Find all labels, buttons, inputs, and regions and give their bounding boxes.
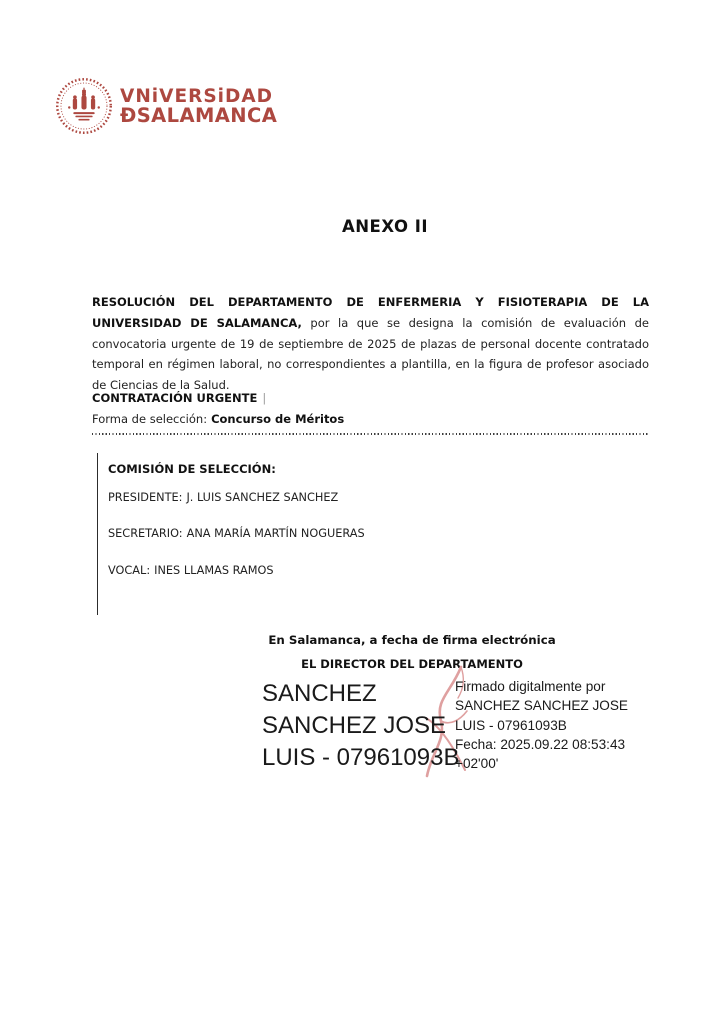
contract-type-separator: | (262, 391, 267, 405)
signer-title: EL DIRECTOR DEL DEPARTAMENTO (301, 657, 523, 671)
university-logo (55, 77, 277, 135)
wordmark-line-2: ÐSALAMANCA (120, 104, 278, 127)
committee-block (97, 453, 517, 615)
signer-name-line: SANCHEZ (262, 680, 377, 707)
stamp-line: Fecha: 2025.09.22 08:53:43 (455, 736, 626, 752)
dotted-separator (92, 433, 649, 435)
committee-member-vocal (108, 564, 274, 577)
resolution-paragraph (92, 292, 649, 396)
university-wordmark (120, 87, 277, 125)
resolution-bold-lead: RESOLUCIÓN DEL DEPARTAMENTO DE ENFERMERIA Y FISIOTERAPIA DE LA UNIVERSIDAD DE SALAMANCA, (92, 295, 649, 330)
stamp-line: LUIS - 07961093B (455, 717, 567, 733)
committee-member-secretario (108, 527, 365, 540)
committee-heading: COMISIÓN DE SELECCIÓN: (108, 462, 276, 476)
digital-signature-name (262, 678, 459, 774)
stamp-line: SANCHEZ SANCHEZ JOSE (455, 698, 628, 714)
selection-method-value: Concurso de Méritos (211, 412, 345, 426)
wordmark-line-1: VNiVERSiDAD (120, 86, 274, 107)
signature-place-line: En Salamanca, a fecha de firma electrónica (268, 633, 556, 647)
contract-type-label: CONTRATACIÓN URGENTE (92, 391, 258, 405)
member-role: SECRETARIO: (108, 527, 183, 540)
resolution-body-text: por la que se designa la comisión de evaluación de convocatoria urgente de 19 de septiembre de 2025 de plazas de personal docente contratado temporal en régimen laboral, no correspondientes a plantilla, en la figura de profesor asociado de Ciencias de la Salud. (92, 315, 649, 393)
contract-type-line (92, 391, 266, 405)
university-crest-icon (55, 77, 113, 135)
stamp-line: Firmado digitalmente por (455, 679, 606, 694)
selection-method-label: Forma de selección: (92, 412, 208, 426)
selection-method-line (92, 412, 344, 426)
signer-name-line: SANCHEZ JOSE (262, 712, 447, 739)
document-title: ANEXO II (341, 217, 429, 236)
committee-member-presidente (108, 491, 338, 504)
signer-name-line: LUIS - 07961093B (262, 744, 460, 771)
member-role: PRESIDENTE: (108, 491, 183, 504)
member-name: ANA MARÍA MARTÍN NOGUERAS (186, 527, 365, 540)
digital-stamp-details (455, 677, 685, 773)
member-role: VOCAL: (108, 564, 151, 577)
stamp-line: +02'00' (455, 756, 499, 772)
member-name: INES LLAMAS RAMOS (154, 564, 274, 577)
member-name: J. LUIS SANCHEZ SANCHEZ (186, 491, 339, 504)
